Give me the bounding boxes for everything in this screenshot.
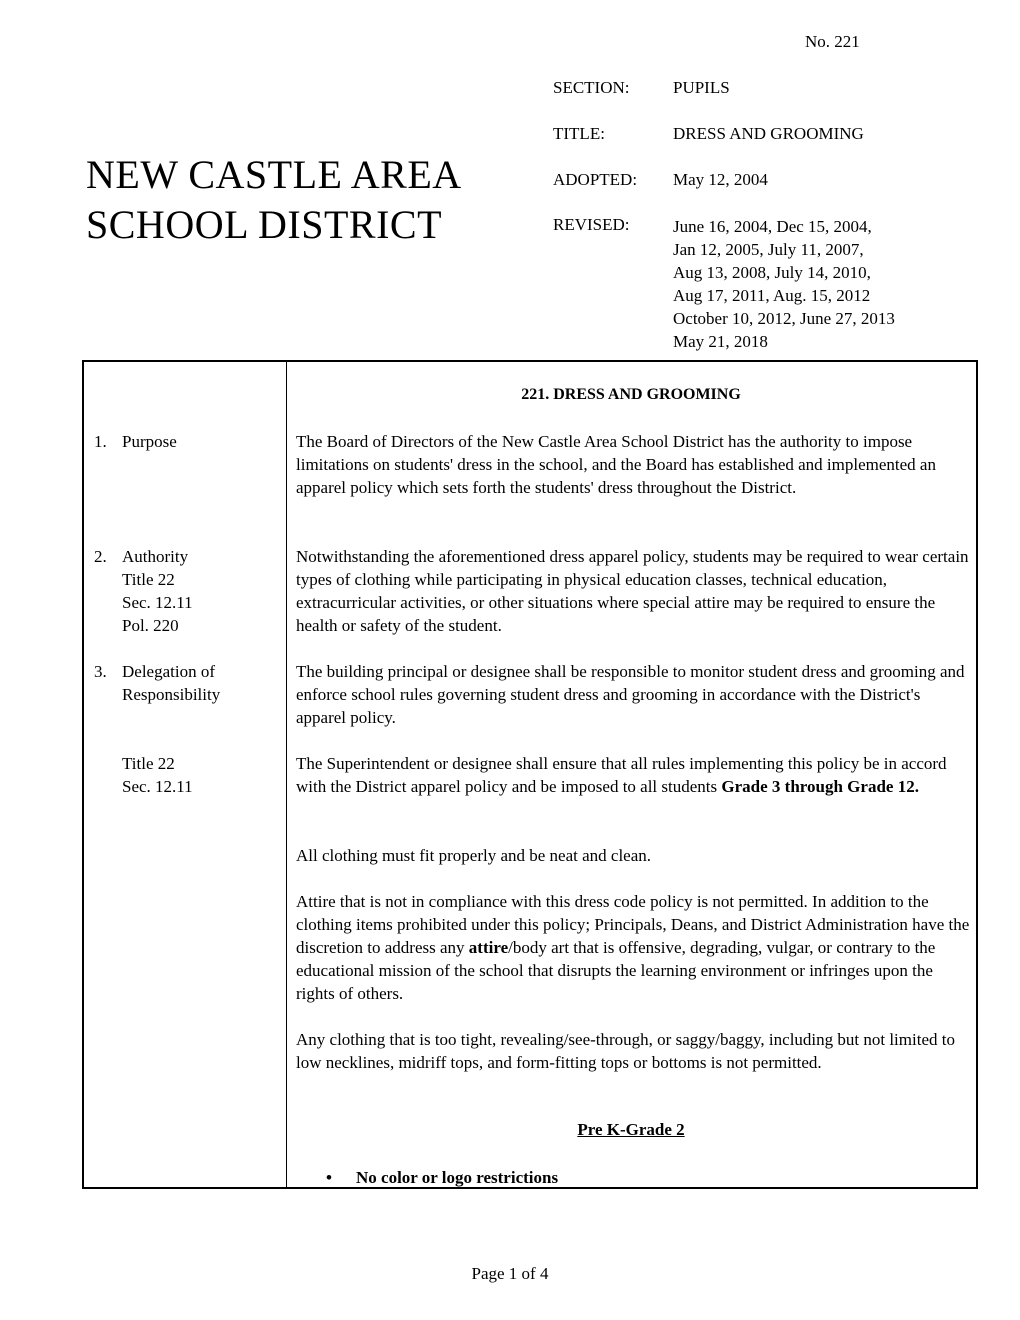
legal-reference: Title 22: [122, 754, 175, 773]
section-authority-label: [94, 545, 279, 637]
legal-reference: Title 22: [122, 570, 175, 589]
section-references: [94, 752, 279, 798]
legal-reference: Sec. 12.11: [122, 777, 193, 796]
section-delegation-label: [94, 660, 279, 706]
clothing-paragraph: Any clothing that is too tight, revealing/see-through, or saggy/baggy, including but not limited to low necklines, midriff tops, and form-fitting tops or bottoms is not permitted.: [296, 1030, 955, 1072]
column-divider: [286, 362, 287, 1187]
superintendent-paragraph: [296, 752, 972, 798]
revised-line: Aug 17, 2011, Aug. 15, 2012: [673, 286, 871, 305]
fit-paragraph: All clothing must fit properly and be neat and clean.: [296, 846, 652, 865]
legal-reference: Sec. 12.11: [122, 593, 193, 612]
revised-line: May 21, 2018: [673, 332, 768, 351]
delegation-paragraph: The building principal or designee shall be responsible to monitor student dress and grooming and enforce school rules governing student dress and grooming in accordance with the District's apparel policy.: [296, 662, 965, 727]
policy-number: No. 221: [805, 32, 860, 51]
paragraph-text: /body art that is offensive, degrading, vulgar, or contrary to the educational mission of the school that disrupts the learning environment or infringes upon the rights of others.: [296, 938, 936, 1003]
bullet-item: [326, 1168, 558, 1188]
section-label-cont: Responsibility: [122, 685, 221, 704]
adopted-value: May 12, 2004: [673, 170, 768, 189]
revised-dates: [673, 215, 895, 353]
section-number: 2.: [94, 547, 107, 566]
bullet-dot: •: [326, 1168, 332, 1187]
title-value: DRESS AND GROOMING: [673, 124, 864, 143]
section-number: 1.: [94, 432, 107, 451]
paragraph-text: Attire that is not in compliance with this dress code policy is not permitted. In addition to the clothing items prohibited under this policy; Principals, Deans, and District Administration have the discretion to address any: [296, 892, 970, 957]
district-name: [86, 150, 462, 250]
section-label: Authority: [122, 547, 189, 566]
title-label: TITLE:: [553, 124, 605, 143]
section-label: SECTION:: [553, 78, 630, 97]
grade-subheading: Pre K-Grade 2: [577, 1120, 685, 1139]
district-name-line2: SCHOOL DISTRICT: [86, 202, 443, 247]
attire-paragraph: [296, 890, 972, 1005]
authority-paragraph: Notwithstanding the aforementioned dress apparel policy, students may be required to wear certain types of clothing while participating in physical education classes, technical education, extracurricular activities, or other situations where special attire may be required to ensure the health or safety of the student.: [296, 547, 969, 635]
section-number: 3.: [94, 662, 107, 681]
revised-line: October 10, 2012, June 27, 2013: [673, 309, 895, 328]
revised-label: REVISED:: [553, 215, 630, 234]
grade-range: Grade 3 through Grade 12.: [721, 777, 919, 796]
purpose-paragraph: The Board of Directors of the New Castle Area School District has the authority to impose limitations on students' dress in the school, and the Board has established and implemented an apparel policy which sets forth the students' dress throughout the District.: [296, 432, 936, 497]
bullet-text: No color or logo restrictions: [356, 1168, 559, 1187]
section-label: Purpose: [122, 432, 177, 451]
section-value: PUPILS: [673, 78, 730, 97]
legal-reference: Pol. 220: [122, 616, 179, 635]
policy-heading: 221. DRESS AND GROOMING: [521, 386, 741, 403]
section-label: Delegation of: [122, 662, 215, 681]
revised-line: Jan 12, 2005, July 11, 2007,: [673, 240, 864, 259]
policy-table: [82, 360, 978, 1189]
paragraph-text: The Superintendent or designee shall ensure that all rules implementing this policy be in accord with the District apparel policy and be imposed to all students: [296, 754, 947, 796]
revised-line: June 16, 2004, Dec 15, 2004,: [673, 217, 872, 236]
district-name-line1: NEW CASTLE AREA: [86, 152, 462, 197]
attire-term: attire: [468, 938, 509, 957]
page-number: Page 1 of 4: [471, 1264, 549, 1283]
section-purpose-label: [94, 430, 279, 453]
adopted-label: ADOPTED:: [553, 170, 638, 189]
revised-line: Aug 13, 2008, July 14, 2010,: [673, 263, 871, 282]
